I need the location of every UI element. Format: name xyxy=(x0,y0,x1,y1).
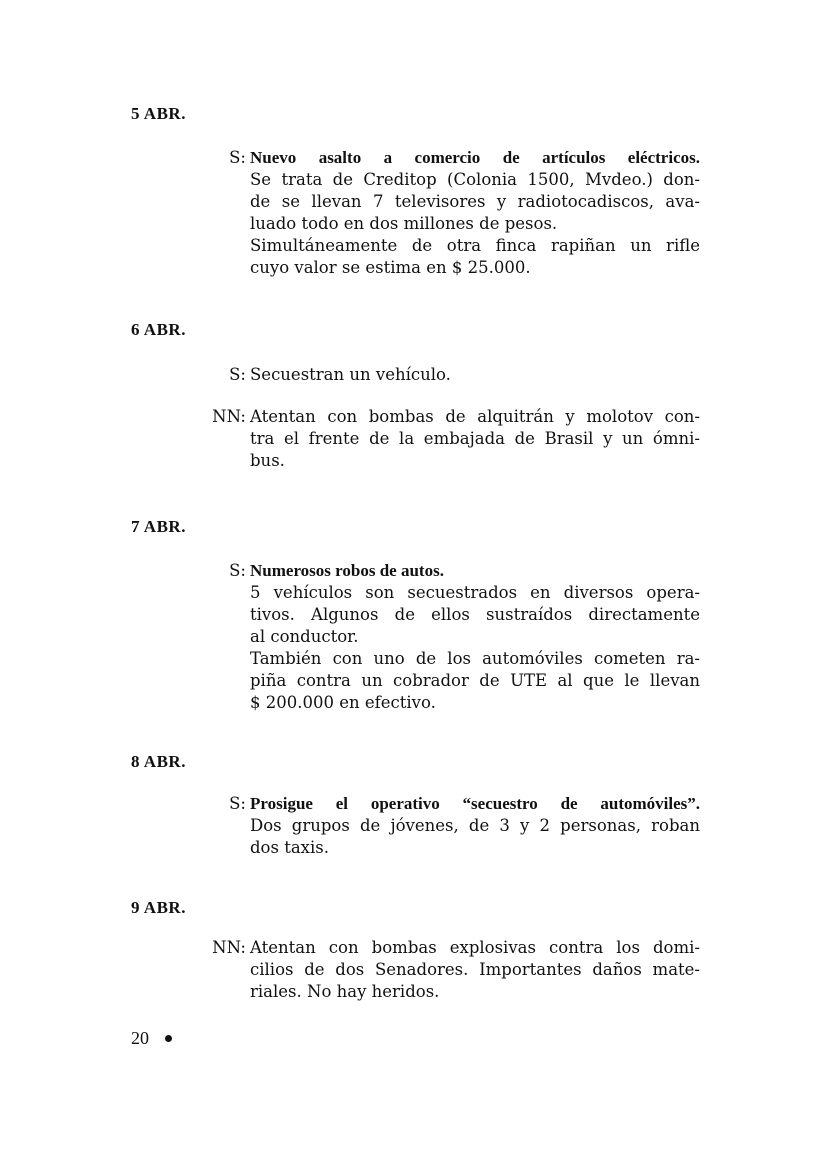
entry-body xyxy=(250,147,700,279)
entry-line: Se trata de Creditop (Colonia 1500, Mvdeo.) don- xyxy=(250,170,700,189)
entry-tag: NN: xyxy=(212,407,246,426)
date-heading: 8 ABR. xyxy=(131,752,186,771)
entry-item xyxy=(200,147,700,279)
entry-item xyxy=(200,937,700,1003)
entry-body xyxy=(250,364,700,386)
date-heading: 6 ABR. xyxy=(131,320,186,339)
entry-line: También con uno de los automóviles cometen ra- xyxy=(250,649,700,668)
entry-line: al conductor. xyxy=(250,627,359,646)
entry-body xyxy=(250,560,700,714)
entry-line: Dos grupos de jóvenes, de 3 y 2 personas, roban xyxy=(250,816,700,835)
entry-item xyxy=(200,364,700,386)
entry-line: Atentan con bombas explosivas contra los domi- xyxy=(250,938,700,957)
entry-line: cuyo valor se estima en $ 25.000. xyxy=(250,258,531,277)
entry-line: luado todo en dos millones de pesos. xyxy=(250,214,558,233)
entry-line: Secuestran un vehículo. xyxy=(250,365,451,384)
entry-line: $ 200.000 en efectivo. xyxy=(250,693,436,712)
entry-headline: Prosigue el operativo “secuestro de automóviles”. xyxy=(250,794,700,813)
page-footer xyxy=(131,1028,172,1049)
entry-item xyxy=(200,793,700,859)
date-heading: 7 ABR. xyxy=(131,517,186,536)
entry-tag: S: xyxy=(229,148,246,167)
entry-line: tivos. Algunos de ellos sustraídos directamente xyxy=(250,605,700,624)
entry-headline: Numerosos robos de autos. xyxy=(250,561,444,580)
entry-body xyxy=(250,406,700,472)
entry-tag: S: xyxy=(229,561,246,580)
entry-line: bus. xyxy=(250,451,285,470)
entry-line: Simultáneamente de otra finca rapiñan un rifle xyxy=(250,236,700,255)
date-heading: 5 ABR. xyxy=(131,104,186,123)
entry-line: riales. No hay heridos. xyxy=(250,982,440,1001)
entry-body xyxy=(250,793,700,859)
entry-line: Atentan con bombas de alquitrán y molotov con- xyxy=(250,407,700,426)
date-heading: 9 ABR. xyxy=(131,898,186,917)
entry-body xyxy=(250,937,700,1003)
page-number: 20 xyxy=(131,1028,149,1048)
entry-tag: S: xyxy=(229,365,246,384)
entry-line: 5 vehículos son secuestrados en diversos opera- xyxy=(250,583,700,602)
entry-line: cilios de dos Senadores. Importantes daños mate- xyxy=(250,960,700,979)
entry-tag: S: xyxy=(229,794,246,813)
entry-tag: NN: xyxy=(212,938,246,957)
entry-headline: Nuevo asalto a comercio de artículos eléctricos. xyxy=(250,148,700,167)
entry-line: de se llevan 7 televisores y radiotocadiscos, ava- xyxy=(250,192,700,211)
entry-line: tra el frente de la embajada de Brasil y un ómni- xyxy=(250,429,700,448)
bullet-dot-icon xyxy=(165,1035,172,1042)
entry-line: piña contra un cobrador de UTE al que le llevan xyxy=(250,671,700,690)
entry-item xyxy=(200,560,700,714)
entry-item xyxy=(200,406,700,472)
entry-line: dos taxis. xyxy=(250,838,329,857)
